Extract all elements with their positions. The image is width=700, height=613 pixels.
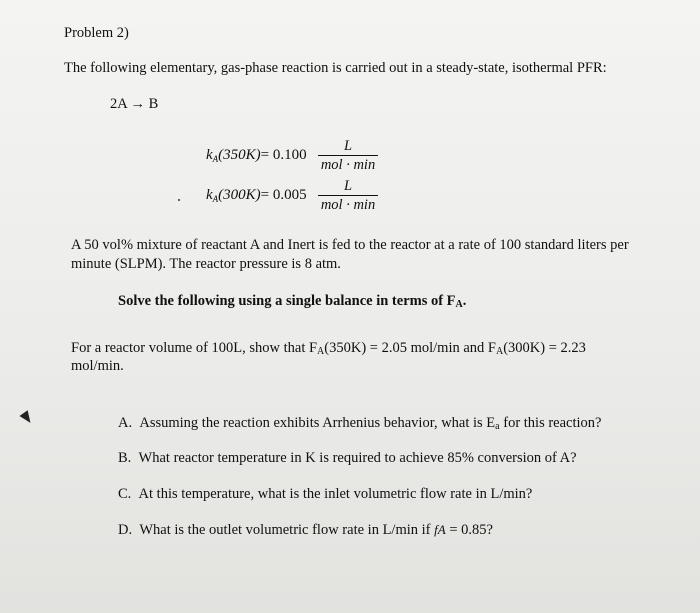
feed-description-line1: A 50 vol% mixture of reactant A and Inert is fed to the reactor at a rate of 100 standard liters per [71, 237, 629, 253]
question-c: C. At this temperature, what is the inlet volumetric flow rate in L/min? [118, 486, 533, 502]
balance-instruction: Solve the following using a single balance in terms of FA. [118, 293, 467, 310]
problem-title: Problem 2) [64, 25, 129, 41]
question-a: A. Assuming the reaction exhibits Arrhenius behavior, what is Ea for this reaction? [118, 415, 602, 432]
mouse-pointer-icon [19, 410, 34, 426]
rate-units-350k: L mol · min [318, 138, 378, 173]
show-statement-line1: For a reactor volume of 100L, show that FA(350K) = 2.05 mol/min and FA(300K) = 2.23 [71, 340, 586, 357]
feed-description-line2: minute (SLPM). The reactor pressure is 8 atm. [71, 256, 341, 272]
problem-intro: The following elementary, gas-phase reaction is carried out in a steady-state, isothermal PFR: [64, 60, 607, 76]
rate-constant-300k: $k_A(300K)= 0.005$ [206, 187, 307, 204]
question-b: B. What reactor temperature in K is required to achieve 85% conversion of A? [118, 450, 577, 466]
rate-constant-350k: $k_A(350K)= 0.100$ [206, 147, 307, 164]
rate-units-300k: L mol · min [318, 178, 378, 213]
reaction-equation: 2A → B [110, 96, 159, 112]
question-d: D. What is the outlet volumetric flow rate in L/min if fA = 0.85? [118, 522, 493, 538]
show-statement-line2: mol/min. [71, 358, 124, 374]
stray-dot [178, 199, 180, 201]
